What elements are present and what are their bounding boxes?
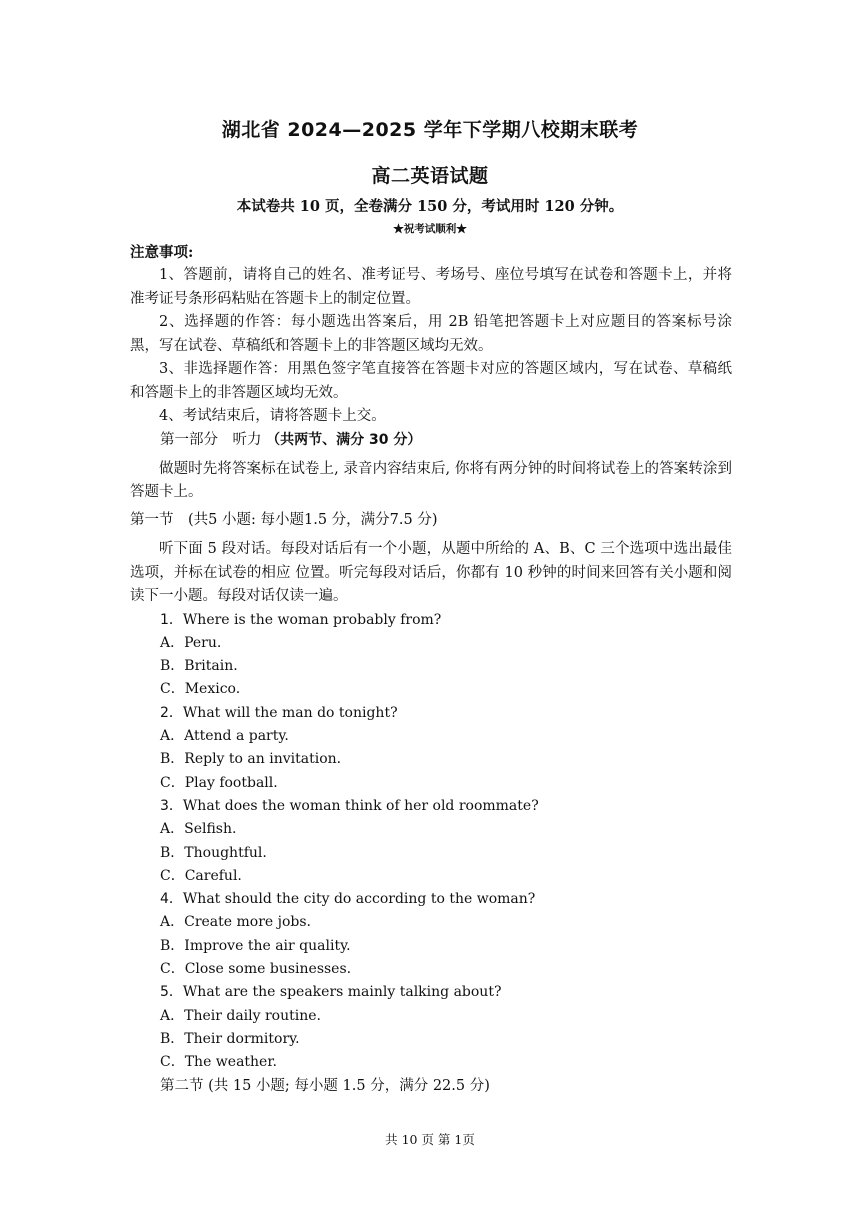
question-text: Where is the woman probably from?: [182, 611, 442, 628]
notice-heading: 注意事项:: [130, 244, 194, 261]
question: 3．What does the woman think of her old roommate?: [160, 797, 539, 814]
question-number: 5: [160, 984, 169, 1001]
option: C．The weather.: [160, 1054, 277, 1071]
notice-item: 2、选择题的作答：每小题选出答案后，用 2B 铅笔把答题卡上对应题目的答案标号涂黑，写在试卷、草稿纸和答题卡上的非答题区域均无效。: [130, 314, 732, 354]
option: B．Their dormitory.: [160, 1030, 300, 1047]
question-number: 1: [160, 611, 169, 628]
option: B．Britain.: [160, 658, 238, 675]
question-number: 3: [160, 797, 169, 814]
question-text: What does the woman think of her old roommate?: [182, 797, 539, 814]
question: 5．What are the speakers mainly talking about?: [160, 984, 502, 1001]
section2-heading: 第二节 (共 15 小题; 每小题 1.5 分，满分 22.5 分): [160, 1077, 490, 1094]
option: A．Their daily routine.: [160, 1007, 321, 1024]
option: C．Careful.: [160, 867, 242, 884]
option: B．Reply to an invitation.: [160, 751, 342, 768]
option: A．Selfish.: [160, 821, 237, 838]
question-number: 4: [160, 891, 169, 908]
section1-heading: 第一节 (共5 小题: 每小题1.5 分，满分7.5 分): [130, 511, 438, 528]
option: C．Mexico.: [160, 681, 241, 698]
notice-item: 4、考试结束后，请将答题卡上交。: [159, 408, 386, 424]
part1-label-note: （共两节、满分 30 分）: [266, 431, 422, 448]
exam-subject: 高二英语试题: [371, 165, 489, 187]
question: 2．What will the man do tonight?: [160, 704, 398, 721]
question-text: What will the man do tonight?: [182, 704, 398, 721]
option: C．Close some businesses.: [160, 961, 352, 978]
option: A．Create more jobs.: [160, 914, 312, 931]
part1-label: 第一部分 听力: [160, 431, 262, 448]
question: 4．What should the city do according to the woman?: [160, 891, 536, 908]
notice-item: 3、非选择题作答：用黑色签字笔直接答在答题卡对应的答题区域内，写在试卷、草稿纸和答题卡上的非答题区域均无效。: [130, 361, 732, 401]
exam-title: 湖北省 2024—2025 学年下学期八校期末联考: [221, 119, 639, 141]
question: 1．Where is the woman probably from?: [160, 611, 442, 628]
option: B．Improve the air quality.: [160, 937, 351, 954]
exam-blessing: ★祝考试顺利★: [393, 223, 467, 235]
option: C．Play football.: [160, 774, 278, 791]
part1-heading: [130, 429, 732, 452]
option: A．Attend a party.: [160, 728, 289, 745]
exam-body: [130, 241, 732, 1098]
question-number: 2: [160, 704, 169, 721]
question-text: What are the speakers mainly talking about?: [182, 984, 502, 1001]
page-footer: 共 10 页 第 1页: [385, 1132, 475, 1147]
section1-instruction: 听下面 5 段对话。每段对话后有一个小题，从题中所给的 A、B、C 三个选项中选出最佳选项，并标在试卷的相应 位置。听完每段对话后，你都有 10 秒钟的时间来回答有关小题和阅读下一小题。每段对话仅读一遍。: [130, 541, 732, 605]
notice-item: 1、答题前，请将自己的姓名、准考证号、考场号、座位号填写在试卷和答题卡上，并将准考证号条形码粘贴在答题卡上的制定位置。: [130, 267, 732, 307]
option: A．Peru.: [160, 634, 222, 651]
question-text: What should the city do according to the woman?: [182, 891, 536, 908]
part1-instruction: 做题时先将答案标在试卷上, 录音内容结束后, 你将有两分钟的时间将试卷上的答案转涂到答题卡上。: [130, 460, 732, 501]
exam-info: 本试卷共 10 页，全卷满分 150 分，考试用时 120 分钟。: [236, 198, 624, 215]
option: B．Thoughtful.: [160, 844, 267, 861]
